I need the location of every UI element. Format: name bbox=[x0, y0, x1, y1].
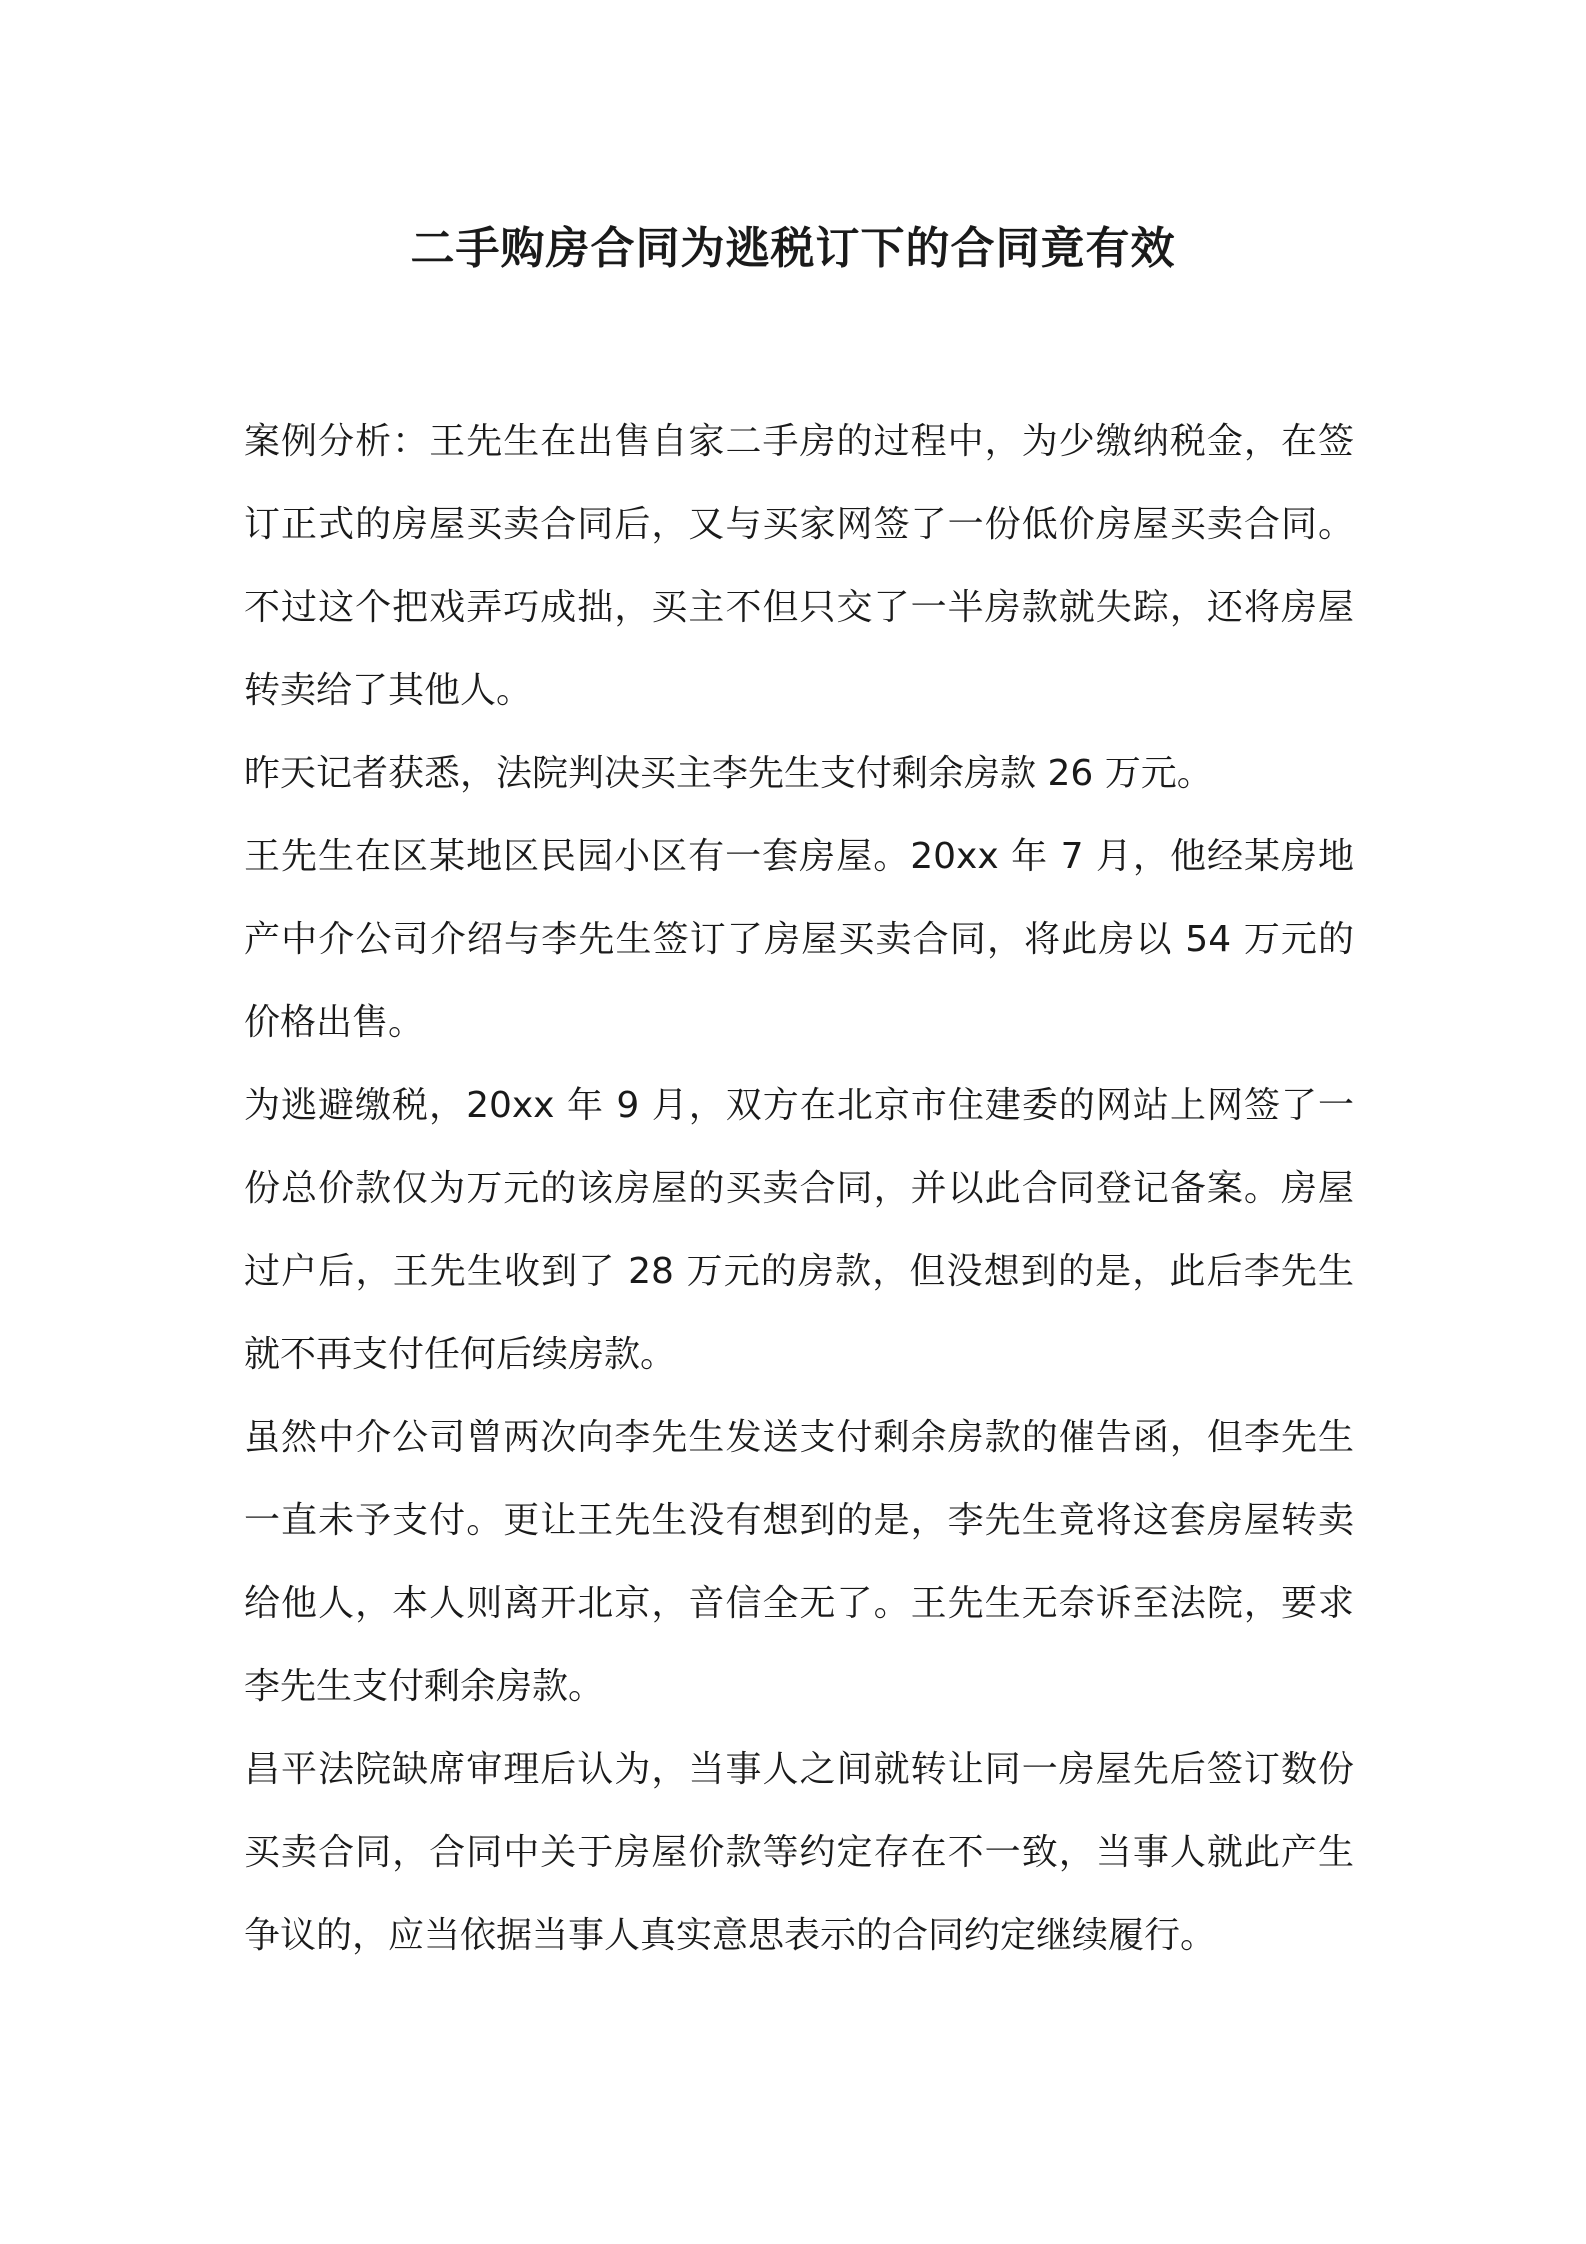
paragraph-tax-evasion: 为逃避缴税，20xx 年 9 月，双方在北京市住建委的网站上网签了一份总价款仅为万元的该房屋的买卖合同，并以此合同登记备案。房屋过户后，王先生收到了 28 万元的房款，但没想到的是，此后李先生就不再支付任何后续房款。 bbox=[244, 1085, 1354, 1375]
paragraph-court-opinion: 昌平法院缺席审理后认为，当事人之间就转让同一房屋先后签订数份买卖合同，合同中关于房屋价款等约定存在不一致，当事人就此产生争议的，应当依据当事人真实意思表示的合同约定继续履行。 bbox=[244, 1749, 1354, 1956]
document-body bbox=[244, 400, 1354, 1977]
paragraph-court-ruling: 昨天记者获悉，法院判决买主李先生支付剩余房款 26 万元。 bbox=[244, 753, 1213, 794]
paragraph-house-sale: 王先生在区某地区民园小区有一套房屋。20xx 年 7 月，他经某房地产中介公司介绍与李先生签订了房屋买卖合同，将此房以 54 万元的价格出售。 bbox=[244, 836, 1354, 1043]
document-title: 二手购房合同为逃税订下的合同竟有效 bbox=[410, 223, 1176, 274]
paragraph-case-analysis: 案例分析：王先生在出售自家二手房的过程中，为少缴纳税金，在签订正式的房屋买卖合同后，又与买家网签了一份低价房屋买卖合同。不过这个把戏弄巧成拙，买主不但只交了一半房款就失踪，还将房屋转卖给了其他人。 bbox=[244, 421, 1354, 711]
paragraph-payment-default: 虽然中介公司曾两次向李先生发送支付剩余房款的催告函，但李先生一直未予支付。更让王先生没有想到的是，李先生竟将这套房屋转卖给他人，本人则离开北京，音信全无了。王先生无奈诉至法院，要求李先生支付剩余房款。 bbox=[244, 1417, 1354, 1707]
